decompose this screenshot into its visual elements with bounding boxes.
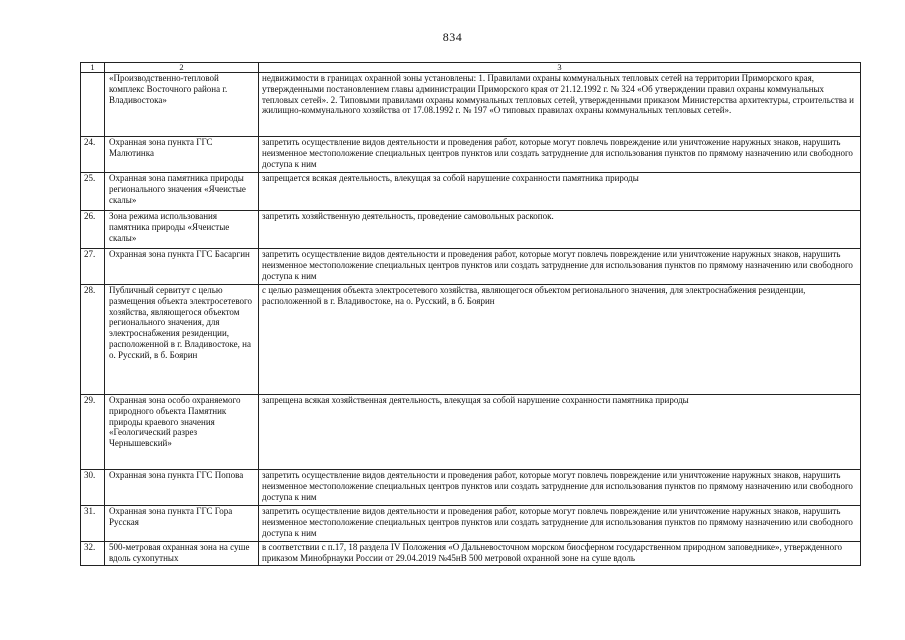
row-number: 29. [81, 395, 105, 470]
page-number: 834 [442, 30, 463, 44]
column-header-1: 1 [81, 63, 105, 73]
table-row [81, 137, 861, 173]
zone-restrictions: запретить осуществление видов деятельности и проведения работ, которые могут повлечь повреждение или уничтожение наружных знаков, нарушить неизменное местоположение специальных центров пунктов или создать затруднение для использования пунктов по прямому назначению или свободного доступа к ним [259, 506, 861, 542]
table-row [81, 285, 861, 395]
zone-name: «Производственно-тепловой комплекс Восточного района г. Владивостока» [105, 73, 259, 137]
zone-restrictions: недвижимости в границах охранной зоны установлены: 1. Правилами охраны коммунальных тепловых сетей на территории Приморского края, утвержденными постановлением главы администрации Приморского края от 21.12.1992 г. № 324 «Об утверждении правил охраны коммунальных тепловых сетей». 2. Типовыми правилами охраны коммунальных тепловых сетей, утвержденными приказом Министерства архитектуры, строительства и жилищно-коммунального хозяйства от 17.08.1992 г. № 197 «О типовых правилах охраны коммунальных тепловых сетей». [259, 73, 861, 137]
row-number: 28. [81, 285, 105, 395]
zone-restrictions: запретить осуществление видов деятельности и проведения работ, которые могут повлечь повреждение или уничтожение наружных знаков, нарушить неизменное местоположение специальных центров пунктов или создать затруднение для использования пунктов по прямому назначению или свободного доступа к ним [259, 470, 861, 506]
zone-name: 500-метровая охранная зона на суше вдоль сухопутных [105, 542, 259, 566]
table-row [81, 73, 861, 137]
zone-name: Охранная зона особо охраняемого природного объекта Памятник природы краевого значения «Геологический разрез Чернышевский» [105, 395, 259, 470]
table-row [81, 542, 861, 566]
column-header-3: 3 [259, 63, 861, 73]
row-number: 30. [81, 470, 105, 506]
column-header-2: 2 [105, 63, 259, 73]
row-number [81, 73, 105, 137]
zone-restrictions: запретить осуществление видов деятельности и проведения работ, которые могут повлечь повреждение или уничтожение наружных знаков, нарушить неизменное местоположение специальных центров пунктов или создать затруднение для использования пунктов по прямому назначению или свободного доступа к ним [259, 137, 861, 173]
row-number: 25. [81, 173, 105, 211]
table-row [81, 506, 861, 542]
zone-restrictions: с целью размещения объекта электросетевого хозяйства, являющегося объектом регионального значения, для электроснабжения резиденции, расположенной в г. Владивостоке, на о. Русский, в б. Боярин [259, 285, 861, 395]
row-number: 24. [81, 137, 105, 173]
zone-name: Зона режима использования памятника природы «Ячеистые скалы» [105, 211, 259, 249]
zones-table [80, 62, 861, 566]
table-row [81, 395, 861, 470]
zone-restrictions: в соответствии с п.17, 18 раздела IV Положения «О Дальневосточном морском биосферном государственном природном заповеднике», утвержденного приказом Минобрнауки России от 29.04.2019 №45нВ 500 метровой охранной зоне на суше вдоль [259, 542, 861, 566]
row-number: 27. [81, 249, 105, 285]
zone-restrictions: запретить хозяйственную деятельность, проведение самовольных раскопок. [259, 211, 861, 249]
zone-restrictions: запрещается всякая деятельность, влекущая за собой нарушение сохранности памятника природы [259, 173, 861, 211]
zone-restrictions: запрещена всякая хозяйственная деятельность, влекущая за собой нарушение сохранности памятника природы [259, 395, 861, 470]
zone-name: Охранная зона пункта ГГС Малютинка [105, 137, 259, 173]
zone-name: Охранная зона памятника природы регионального значения «Ячеистые скалы» [105, 173, 259, 211]
table-header-row [81, 63, 861, 73]
zone-name: Охранная зона пункта ГГС Гора Русская [105, 506, 259, 542]
table-row [81, 173, 861, 211]
zone-name: Публичный сервитут с целью размещения объекта электросетевого хозяйства, являющегося объектом регионального значения, для электроснабжения резиденции, расположенной в г. Владивостоке, на о. Русский, в б. Боярин [105, 285, 259, 395]
zone-name: Охранная зона пункта ГГС Басаргин [105, 249, 259, 285]
table-row [81, 470, 861, 506]
zone-name: Охранная зона пункта ГГС Попова [105, 470, 259, 506]
row-number: 31. [81, 506, 105, 542]
table-row [81, 211, 861, 249]
row-number: 26. [81, 211, 105, 249]
row-number: 32. [81, 542, 105, 566]
zone-restrictions: запретить осуществление видов деятельности и проведения работ, которые могут повлечь повреждение или уничтожение наружных знаков, нарушить неизменное местоположение специальных центров пунктов или создать затруднение для использования пунктов по прямому назначению или свободного доступа к ним [259, 249, 861, 285]
table-row [81, 249, 861, 285]
